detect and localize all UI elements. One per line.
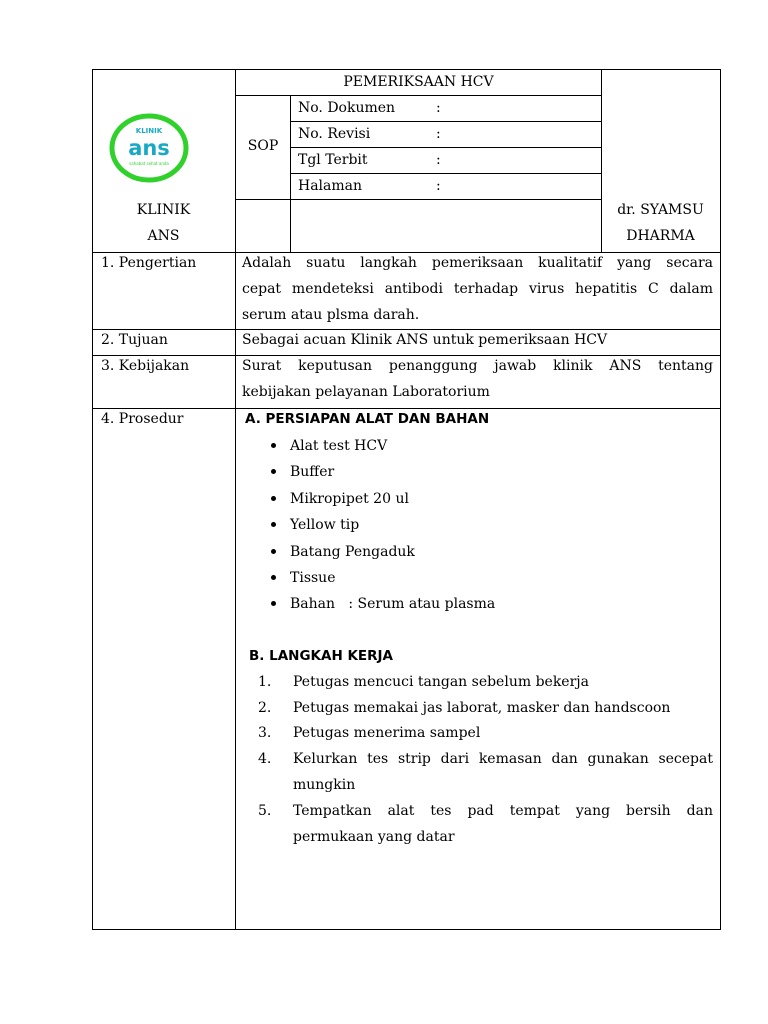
- persiapan-item: Bahan : Serum atau plasma: [290, 596, 496, 612]
- persiapan-item: Yellow tip: [290, 517, 360, 533]
- meta-label-dokumen: No. Dokumen: [298, 100, 396, 116]
- persiapan-item: Batang Pengaduk: [290, 544, 415, 560]
- clinic-name-line1: KLINIK: [136, 202, 191, 218]
- step-text: Tempatkan alat tes pad tempat yang bersih dan: [293, 803, 713, 819]
- clinic-logo: [108, 112, 190, 184]
- section-label-tujuan: 2. Tujuan: [101, 332, 168, 348]
- meta-colon-dokumen: :: [436, 100, 441, 116]
- signer-name-line2: DHARMA: [626, 228, 695, 244]
- bullet-icon: [271, 601, 276, 606]
- bullet-icon: [271, 549, 276, 554]
- step-number: 5.: [258, 803, 272, 819]
- bullet-icon: [271, 469, 276, 474]
- pengertian-line: Adalah suatu langkah pemeriksaan kualitatif yang secara: [242, 255, 713, 271]
- step-text: Petugas memakai jas laborat, masker dan handscoon: [293, 700, 671, 716]
- step-text: mungkin: [293, 777, 356, 793]
- section-label-prosedur: 4. Prosedur: [101, 411, 184, 427]
- persiapan-item: Buffer: [290, 464, 335, 480]
- section-label-pengertian: 1. Pengertian: [101, 255, 197, 271]
- tujuan-text: Sebagai acuan Klinik ANS untuk pemeriksaan HCV: [242, 332, 608, 348]
- meta-colon-revisi: :: [436, 126, 441, 142]
- sop-label: SOP: [247, 138, 279, 154]
- logo-main-text: ans: [128, 136, 170, 160]
- meta-label-revisi: No. Revisi: [298, 126, 371, 142]
- bullet-icon: [271, 443, 276, 448]
- persiapan-item: Tissue: [290, 570, 336, 586]
- step-text: permukaan yang datar: [293, 829, 455, 845]
- section-label-kebijakan: 3. Kebijakan: [101, 358, 190, 374]
- step-number: 3.: [258, 725, 272, 741]
- step-number: 1.: [258, 674, 272, 690]
- logo-top-text: KLINIK: [135, 127, 163, 135]
- kebijakan-line: Surat keputusan penanggung jawab klinik ANS tentang: [242, 358, 713, 374]
- persiapan-item: Alat test HCV: [290, 438, 388, 454]
- bullet-icon: [271, 496, 276, 501]
- step-number: 4.: [258, 751, 272, 767]
- meta-colon-halaman: :: [436, 178, 441, 194]
- heading-langkah-kerja: B. LANGKAH KERJA: [249, 648, 394, 664]
- bullet-icon: [271, 522, 276, 527]
- step-text: Kelurkan tes strip dari kemasan dan gunakan secepat: [293, 751, 713, 767]
- signer-name-line1: dr. SYAMSU: [617, 202, 704, 218]
- kebijakan-line: kebijakan pelayanan Laboratorium: [242, 384, 490, 400]
- heading-persiapan: A. PERSIAPAN ALAT DAN BAHAN: [245, 411, 490, 427]
- meta-label-terbit: Tgl Terbit: [298, 152, 368, 168]
- meta-label-halaman: Halaman: [298, 178, 363, 194]
- step-number: 2.: [258, 700, 272, 716]
- clinic-name-line2: ANS: [147, 228, 180, 244]
- persiapan-item: Mikropipet 20 ul: [290, 491, 409, 507]
- meta-colon-terbit: :: [436, 152, 441, 168]
- step-text: Petugas mencuci tangan sebelum bekerja: [293, 674, 589, 690]
- bullet-icon: [271, 575, 276, 580]
- pengertian-line: serum atau plsma darah.: [242, 307, 420, 323]
- document-title: PEMERIKSAAN HCV: [343, 74, 494, 90]
- step-text: Petugas menerima sampel: [293, 725, 481, 741]
- pengertian-line: cepat mendeteksi antibodi terhadap virus hepatitis C dalam: [242, 281, 713, 297]
- logo-tagline: sahabat sehat anda: [129, 161, 169, 166]
